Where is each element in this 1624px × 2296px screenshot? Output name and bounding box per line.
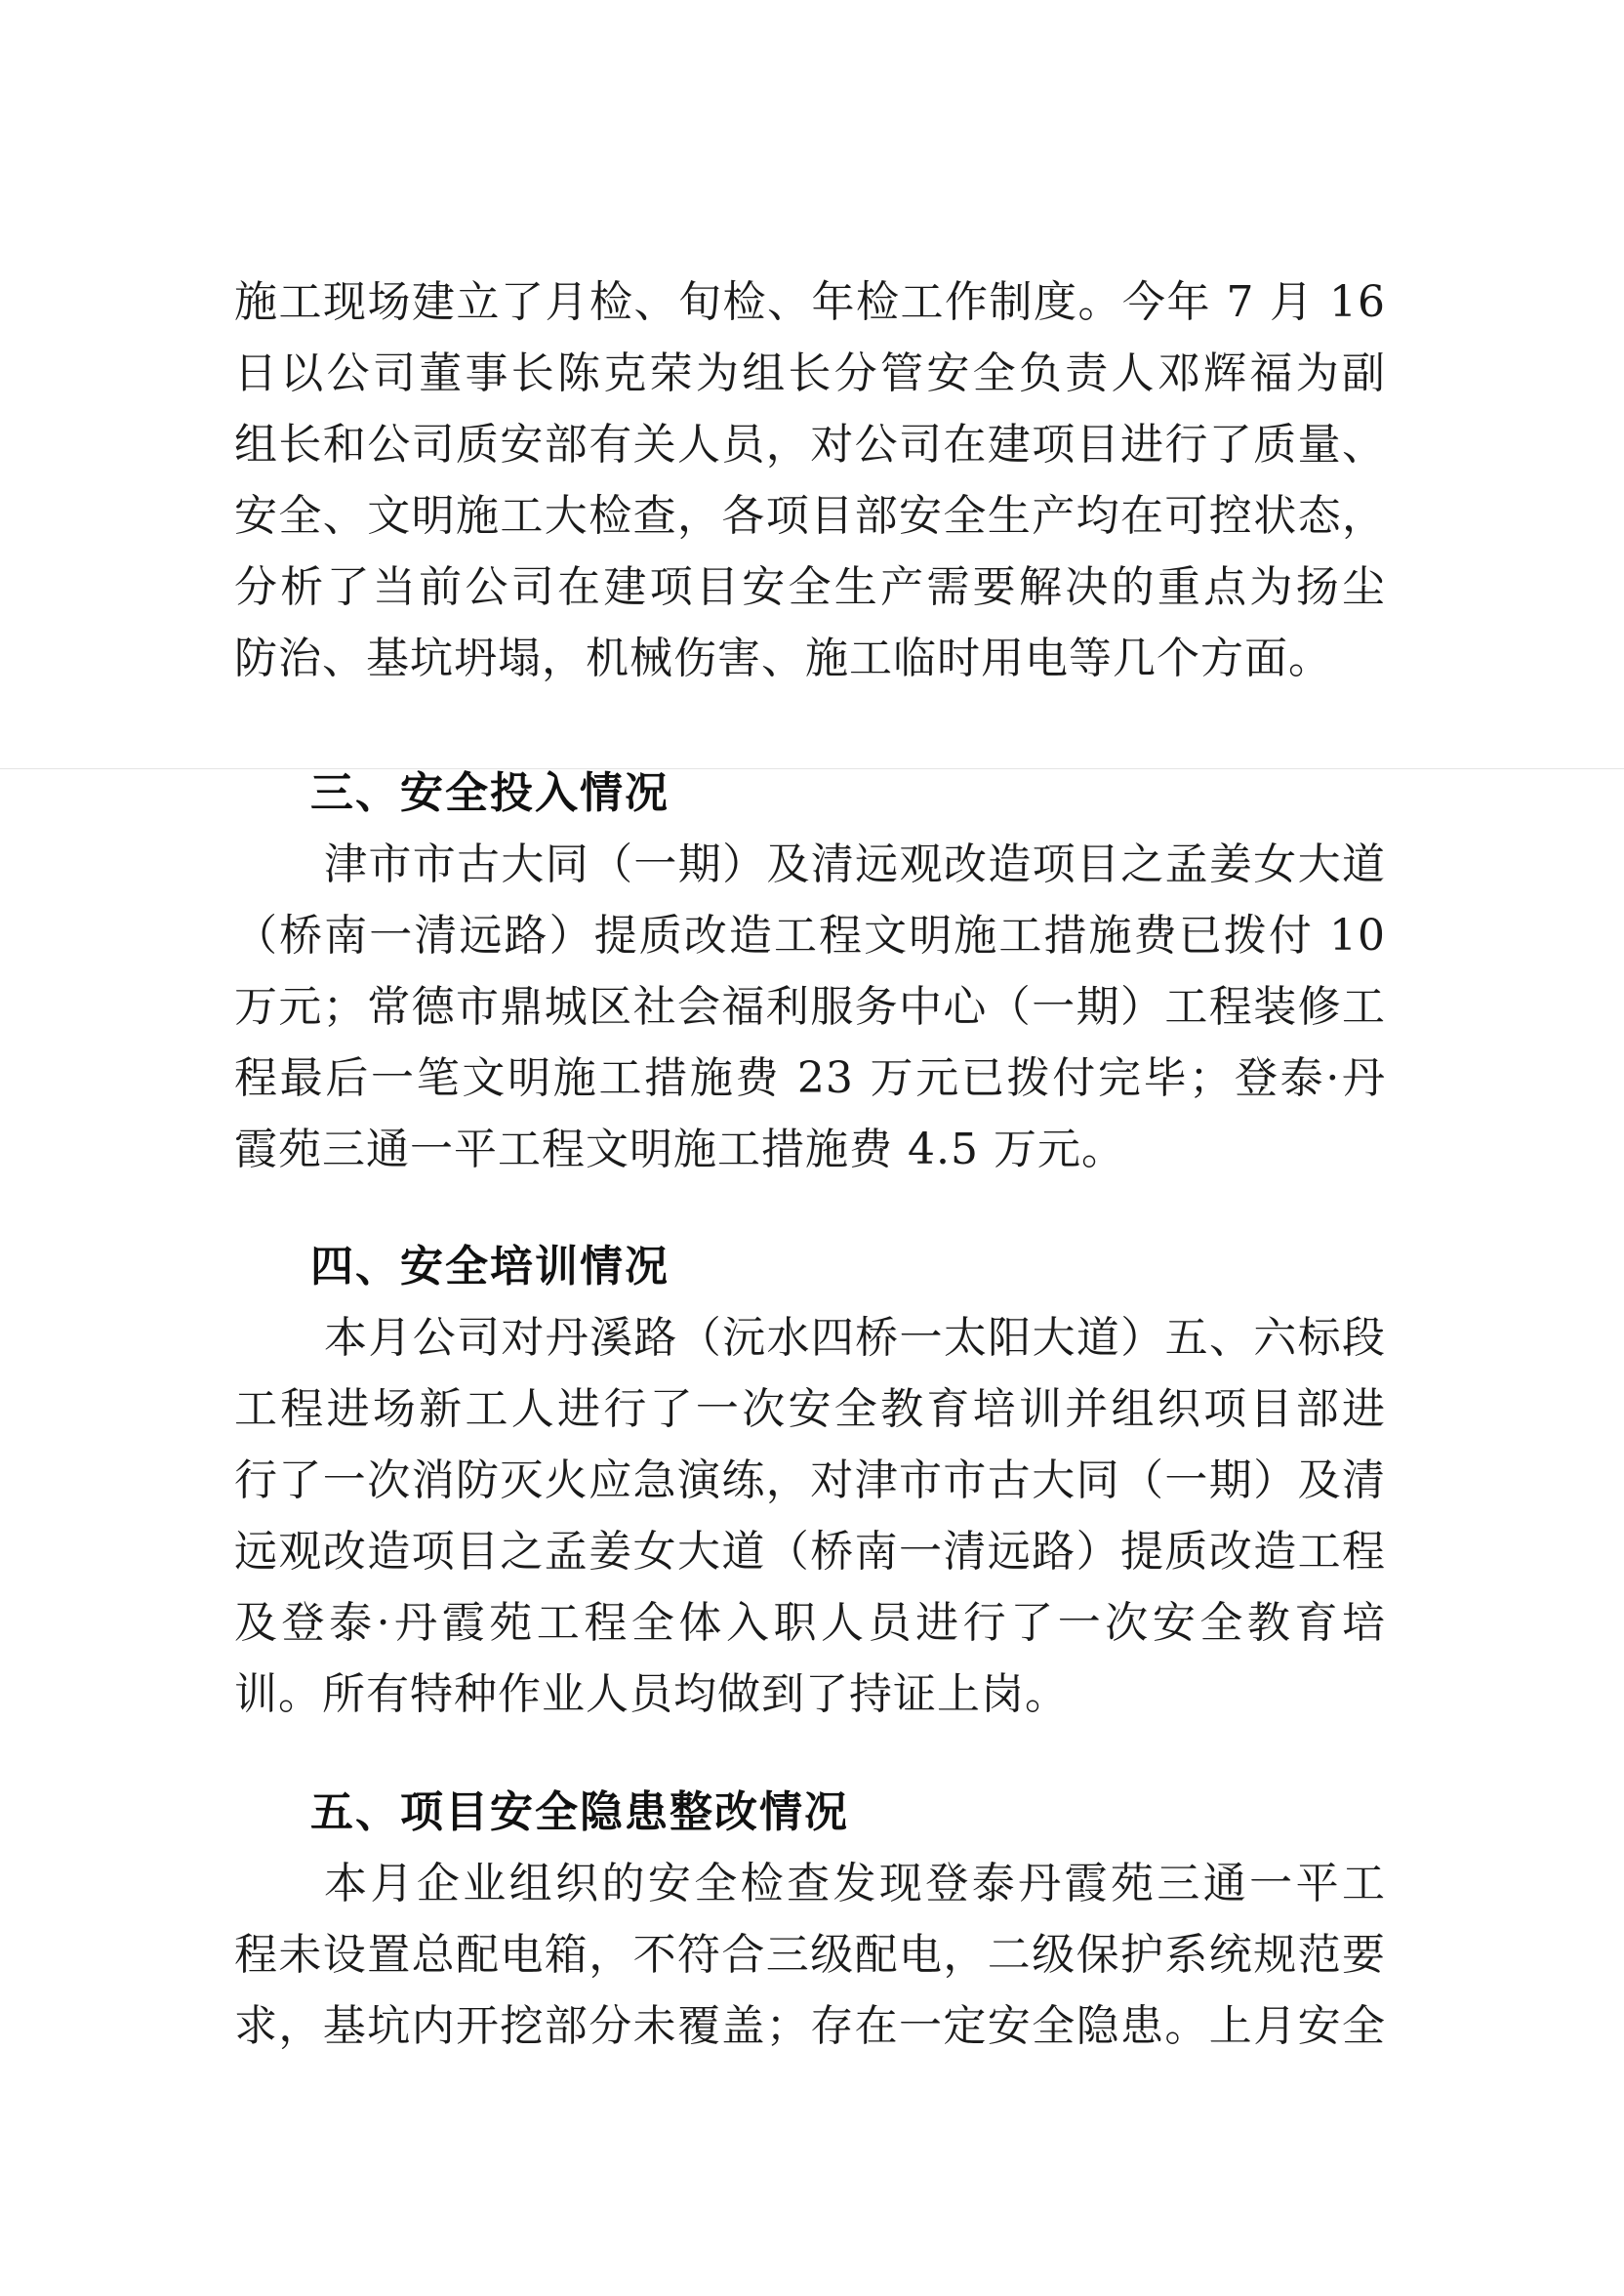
paragraph-line: （桥南一清远路）提质改造工程文明施工措施费已拨付 10 xyxy=(234,911,1386,961)
paragraph-line: 训。所有特种作业人员均做到了持证上岗。 xyxy=(234,1669,1069,1719)
paragraph-line: 本月企业组织的安全检查发现登泰丹霞苑三通一平工 xyxy=(324,1859,1386,1908)
section-heading-hazard-rectification: 五、项目安全隐患整改情况 xyxy=(310,1787,849,1837)
section-heading-training: 四、安全培训情况 xyxy=(310,1242,670,1292)
paragraph-line: 工程进场新工人进行了一次安全教育培训并组织项目部进 xyxy=(234,1384,1386,1434)
paragraph-line: 及登泰·丹霞苑工程全体入职人员进行了一次安全教育培 xyxy=(234,1598,1386,1648)
paragraph-line: 霞苑三通一平工程文明施工措施费 4.5 万元。 xyxy=(234,1125,1125,1174)
paragraph-line: 远观改造项目之孟姜女大道（桥南一清远路）提质改造工程 xyxy=(234,1527,1386,1577)
paragraph-line: 求，基坑内开挖部分未覆盖；存在一定安全隐患。上月安全 xyxy=(234,2001,1386,2051)
scan-divider xyxy=(0,768,1624,769)
section-heading-investment: 三、安全投入情况 xyxy=(310,768,670,818)
paragraph-line: 程未设置总配电箱，不符合三级配电，二级保护系统规范要 xyxy=(234,1930,1386,1980)
paragraph-line: 津市市古大同（一期）及清远观改造项目之孟姜女大道 xyxy=(324,840,1386,889)
paragraph-line: 日以公司董事长陈克荣为组长分管安全负责人邓辉福为副 xyxy=(234,348,1386,398)
paragraph-line: 施工现场建立了月检、旬检、年检工作制度。今年 7 月 16 xyxy=(234,277,1386,327)
paragraph-line: 万元；常德市鼎城区社会福利服务中心（一期）工程装修工 xyxy=(234,982,1386,1032)
paragraph-line: 安全、文明施工大检查，各项目部安全生产均在可控状态， xyxy=(234,491,1386,541)
paragraph-line: 本月公司对丹溪路（沅水四桥一太阳大道）五、六标段 xyxy=(324,1313,1386,1363)
paragraph-line: 组长和公司质安部有关人员，对公司在建项目进行了质量、 xyxy=(234,420,1386,470)
paragraph-line: 程最后一笔文明施工措施费 23 万元已拨付完毕；登泰·丹 xyxy=(234,1053,1386,1103)
paragraph-line: 行了一次消防灭火应急演练，对津市市古大同（一期）及清 xyxy=(234,1456,1386,1505)
paragraph-line: 分析了当前公司在建项目安全生产需要解决的重点为扬尘 xyxy=(234,562,1386,612)
paragraph-line: 防治、基坑坍塌，机械伤害、施工临时用电等几个方面。 xyxy=(234,634,1332,683)
